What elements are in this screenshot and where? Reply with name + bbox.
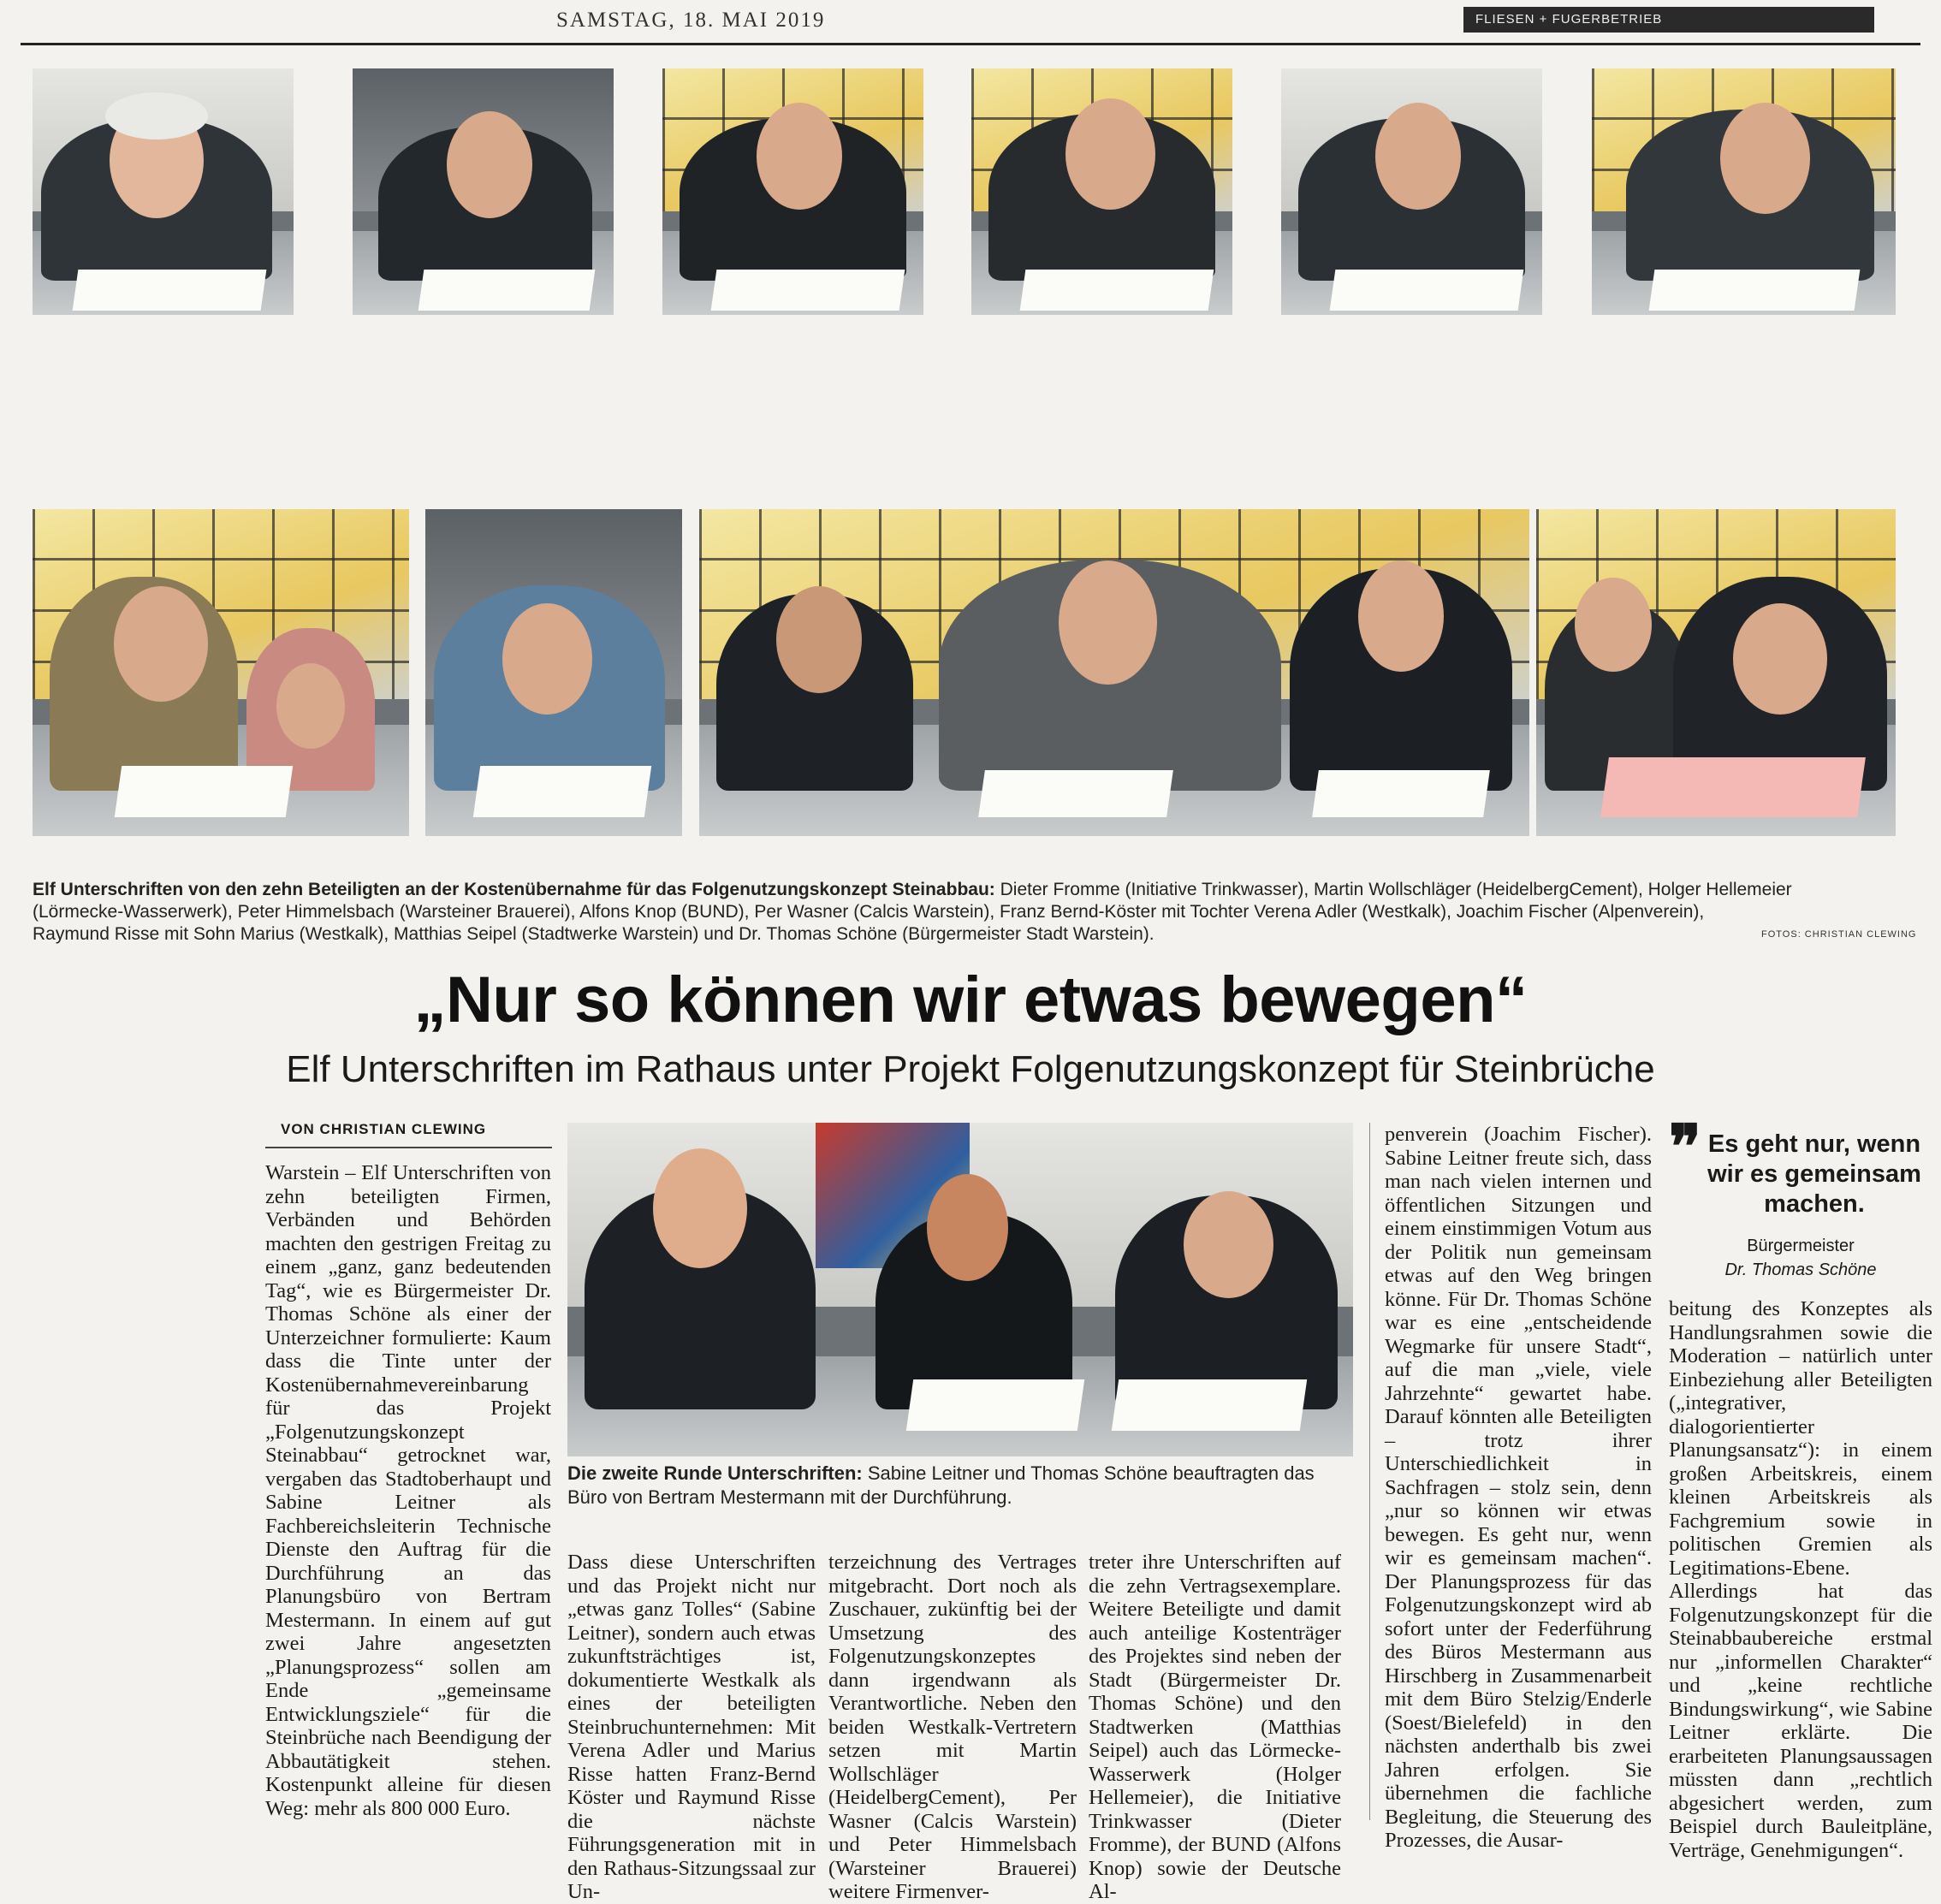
photo-grid-caption bbox=[33, 879, 1898, 946]
article-column-5 bbox=[1385, 1123, 1652, 1852]
pull-quote-name: Dr. Thomas Schöne bbox=[1724, 1260, 1877, 1279]
article-paragraph: beitung des Konzeptes als Handlungsrahmen sowie die Moderation – natürlich unter Einbeziehung aller Beteiligten („integrativer, dialogorientierter Planungsansatz“): in einem großen Arbeitskreis, einem kleinen Arbeitskreis als Fachgremium sowie in politischen Gremien als Legitimations-Ebene. Allerdings hat das Folgenutzungskonzept für die Steinabbaubereiche erstmal nur „informellen Charakter“ und „keine rechtliche Bindungswirkung“, wie Sabine Leitner erklärte. Die erarbeiteten Planungsaussagen müssten dann „rechtlich abgesichert werden, zum Beispiel durch Bauleitpläne, Verträge, Genehmigungen“. bbox=[1669, 1297, 1932, 1862]
headline: „Nur so können wir etwas bewegen“ bbox=[413, 964, 1528, 1036]
caption-line-2: (Lörmecke-Wasserwerk), Peter Himmelsbach (Warsteiner Brauerei), Alfons Knop (BUND), Per Wasner (Calcis Warstein), Franz Bernd-Köster mit Tochter Verena Adler (Westkalk), Joachim Fischer (Alpenverein), bbox=[33, 902, 1705, 922]
article-paragraph: penverein (Joachim Fischer). Sabine Leitner freute sich, dass man nach vielen internen und öffentlichen Sitzungen und einem einstimmigen Votum aus der Politik nun gemeinsam etwas auf den Weg bringen könne. Für Dr. Thomas Schöne war es eine „entscheidende Wegmarke für unsere Stadt“, auf die man „viele, viele Jahrzehnte“ gewartet habe. Darauf könnten alle Beteiligten – trotz ihrer Unterschiedlichkeit in Sachfragen – stolz sein, denn „nur so können wir etwas bewegen. Es geht nur, wenn wir es gemeinsam machen“. Der Planungsprozess für das Folgenutzungskonzept wird ab sofort unter der Federführung des Büros Mestermann aus Hirschberg in Zusammenarbeit mit dem Büro Stelzig/Enderle (Soest/Bielefeld) in den nächsten anderthalb bis zwei Jahren erfolgen. Sie übernehmen die fachliche Begleitung, die Steuerung des Prozesses, die Ausar- bbox=[1385, 1123, 1652, 1852]
byline-rule bbox=[265, 1147, 552, 1148]
inline-photo-caption bbox=[567, 1462, 1353, 1510]
photo-signer-1 bbox=[33, 68, 294, 315]
photo-signer-2 bbox=[353, 68, 614, 315]
article-column-1 bbox=[265, 1161, 551, 1820]
photo-signer-4 bbox=[971, 68, 1232, 315]
quote-mark-icon: ❞ bbox=[1669, 1115, 1701, 1181]
article-column-3 bbox=[828, 1551, 1077, 1903]
inline-caption-lead: Die zweite Runde Unterschriften: bbox=[567, 1462, 863, 1484]
article-paragraph: treter ihre Unterschriften auf die zehn Vertragsexemplare. Weitere Beteiligte und damit auch anteilige Kostenträger des Projektes sind neben der Stadt (Bürgermeister Dr. Thomas Schöne) und den Stadtwerken (Matthias Seipel) auch das Lörmecke-Wasserwerk (Holger Hellemeier), die Initiative Trinkwasser (Dieter Fromme), der BUND (Alfons Knop) sowie der Deutsche Al- bbox=[1089, 1551, 1341, 1903]
ad-strip: FLIESEN + FUGERBETRIEB bbox=[1463, 7, 1874, 33]
byline: VON CHRISTIAN CLEWING bbox=[281, 1121, 487, 1137]
article-paragraph: terzeichnung des Vertrages mitgebracht. Dort noch als Zuschauer, zukünftig bei der Umsetzung des Folgenutzungskonzeptes dann irgendwann als Verantwortliche. Neben den beiden Westkalk-Vertretern setzen mit Martin Wollschläger (HeidelbergCement), Per Wasner (Calcis Warstein) und Peter Himmelsbach (Warsteiner Brauerei) weitere Firmenver- bbox=[828, 1551, 1077, 1903]
photo-signer-5 bbox=[1281, 68, 1542, 315]
photo-signer-7 bbox=[33, 509, 409, 836]
caption-line-1: Dieter Fromme (Initiative Trinkwasser), Martin Wollschläger (HeidelbergCement), Holger Hellemeier bbox=[994, 880, 1792, 899]
caption-line-3: Raymund Risse mit Sohn Marius (Westkalk), Matthias Seipel (Stadtwerke Warstein) und Dr. Thomas Schöne (Bürgermeister Stadt Warstein). bbox=[33, 924, 1155, 944]
subheadline: Elf Unterschriften im Rathaus unter Projekt Folgenutzungskonzept für Steinbrüche bbox=[286, 1048, 1655, 1090]
photo-signer-8 bbox=[425, 509, 682, 836]
column-divider bbox=[1369, 1123, 1370, 1820]
article-paragraph: Warstein – Elf Unterschriften von zehn beteiligten Firmen, Verbänden und Behörden machten den gestrigen Freitag zu einem „ganz, ganz bedeutenden Tag“, wie es Bürgermeister Dr. Thomas Schöne als einer der Unterzeichner formulierte: Kaum dass die Tinte unter der Kostenübernahmevereinbarung für das Projekt „Folgenutzungskonzept Steinabbau“ getrocknet war, vergaben das Stadtoberhaupt und Sabine Leitner als Fachbereichsleiterin Technische Dienste den Auftrag für die Durchführung an das Planungsbüro von Bertram Mestermann. In einem auf gut zwei Jahre angesetzten „Planungsprozess“ sollen am Ende „gemeinsame Entwicklungsziele“ für die Steinbrüche nach Beendigung der Abbautätigkeit stehen. Kostenpunkt alleine für diesen Weg: mehr als 800 000 Euro. bbox=[265, 1161, 551, 1820]
article-column-2 bbox=[567, 1551, 816, 1903]
pull-quote-role: Bürgermeister bbox=[1747, 1237, 1855, 1255]
photo-signer-6 bbox=[1592, 68, 1896, 315]
photo-signer-9 bbox=[699, 509, 1529, 836]
inline-caption-line-1: Sabine Leitner und Thomas Schöne beauftragten das bbox=[862, 1462, 1315, 1484]
header-rule bbox=[21, 43, 1920, 45]
inline-photo bbox=[567, 1123, 1353, 1456]
pull-quote bbox=[1669, 1115, 1932, 1285]
caption-lead: Elf Unterschriften von den zehn Beteiligten an der Kostenübernahme für das Folgenutzungskonzept Steinabbau: bbox=[33, 880, 995, 899]
article-column-6 bbox=[1669, 1297, 1932, 1862]
pull-quote-text: Es geht nur, wenn wir es gemeinsam machen. bbox=[1707, 1130, 1921, 1218]
photo-signer-3 bbox=[662, 68, 923, 315]
photo-signer-10 bbox=[1536, 509, 1896, 836]
article-paragraph: Dass diese Unterschriften und das Projekt nicht nur „etwas ganz Tolles“ (Sabine Leitner), sondern auch etwas zukunftsträchtiges ist, dokumentierte Westkalk als eines der beteiligten Steinbruchunternehmen: Mit Verena Adler und Marius Risse hatten Franz-Bernd Köster und Raymund Risse die nächste Führungsgeneration mit in den Rathaus-Sitzungssaal zur Un- bbox=[567, 1551, 816, 1903]
photo-credit: FOTOS: CHRISTIAN CLEWING bbox=[1761, 929, 1917, 940]
issue-date: SAMSTAG, 18. MAI 2019 bbox=[556, 9, 826, 32]
article-column-4 bbox=[1089, 1551, 1341, 1903]
inline-caption-line-2: Büro von Bertram Mestermann mit der Durchführung. bbox=[567, 1486, 1012, 1508]
